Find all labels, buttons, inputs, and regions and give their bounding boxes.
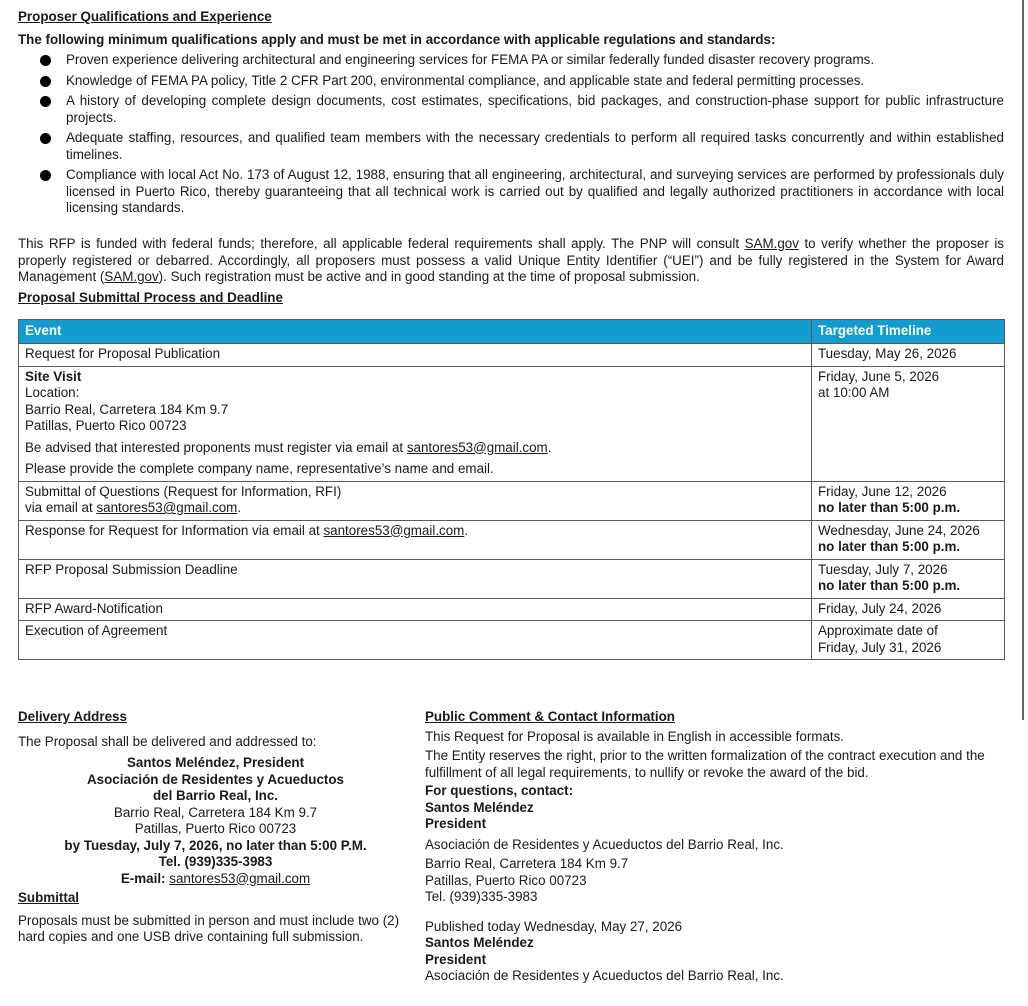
event-cell: Request for Proposal Publication [19,344,812,367]
table-row [19,520,1005,559]
funding-paragraph: This RFP is funded with federal funds; therefore, all applicable federal requirements shall apply. The PNP will consult SAM.gov to verify whether the proposer is properly registered or debarred. Accordingly, all proposers must possess a valid Unique Entity Identifier (“UEI”) and be fully registered in the System for Award Management (SAM.gov). Such registration must be active and in good standing at the time of proposal submission. [18,236,1004,284]
qualifications-section [18,9,1004,217]
bullet-icon [40,133,51,144]
date-cell: Wednesday, June 24, 2026 no later than 5:00 p.m. [812,520,1005,559]
email-link[interactable]: santores53@gmail.com [169,870,311,886]
qualifications-list [18,52,1004,217]
delivery-intro: The Proposal shall be delivered and addressed to: [18,733,317,749]
bullet-icon [40,76,51,87]
event-cell: RFP Proposal Submission Deadline [19,559,812,598]
date-cell: Friday, July 24, 2026 [812,598,1005,621]
date-cell: Friday, June 12, 2026 no later than 5:00 p.m. [812,481,1005,520]
qualifications-title: Proposer Qualifications and Experience [18,9,272,24]
bullet-icon [40,55,51,66]
qualifications-lead: The following minimum qualifications apply and must be met in accordance with applicable regulations and standards: [18,31,776,47]
list-item: Compliance with local Act No. 173 of August 12, 1988, ensuring that all engineering, architectural, and surveying services are performed by professionals duly licensed in Puerto Rico, thereby guaranteeing that all technical work is carried out by qualified and legally authorized practitioners in accordance with local licensing standards. [18,167,1004,217]
list-item: Adequate staffing, resources, and qualified team members with the necessary credentials to perform all required tasks concurrently and within established timelines. [18,130,1004,163]
event-cell: Execution of Agreement [19,621,812,660]
bullet-icon [40,170,51,181]
event-cell: Response for Request for Information via email at santores53@gmail.com. [19,520,812,559]
event-header: Event [19,320,812,344]
table-row [19,621,1005,660]
table-header-row [19,320,1005,344]
date-cell: Tuesday, May 26, 2026 [812,344,1005,367]
delivery-address-block: Santos Meléndez, President Asociación de Residentes y Acueductos del Barrio Real, Inc. Barrio Real, Carretera 184 Km 9.7 Patillas, Puerto Rico 00723 by Tuesday, July 7, 2026, no later than 5:00 P.M. Tel. (939)335-3983 E-mail: santores53@gmail.com [64,755,367,886]
list-item: Knowledge of FEMA PA policy, Title 2 CFR Part 200, environmental compliance, and applicable state and federal permitting processes. [18,73,1004,90]
email-link[interactable]: santores53@gmail.com [96,500,238,515]
submittal-title: Submittal [18,890,80,905]
delivery-section [18,709,413,946]
email-link[interactable]: santores53@gmail.com [406,439,548,455]
event-cell: RFP Award-Notification [19,598,812,621]
sam-gov-link-2[interactable]: SAM.gov [104,269,159,284]
timeline-table [18,319,1005,660]
contact-section: Public Comment & Contact Information This Request for Proposal is available in English in accessible formats. The Entity reserves the right, prior to the written formalization of the contract execution and the fulfillment of all legal requirements, to nullify or revoke the award of the bid. For questions, contact: Santos Meléndez President Asociación de Residentes y Acueductos del Barrio Real, Inc. Barrio Real, Carretera 184 Km 9.7 Patillas, Puerto Rico 00723 Tel. (939)335-3983 Published today Wednesday, May 27, 2026 Santos Meléndez President Asociación de Residentes y Acueductos del Barrio Real, Inc. [425,709,1005,985]
date-cell: Friday, June 5, 2026 at 10:00 AM [812,366,1005,481]
table-row [19,481,1005,520]
list-item: Proven experience delivering architectural and engineering services for FEMA PA or similar federally funded disaster recovery programs. [18,52,1004,69]
contact-title: Public Comment & Contact Information [425,709,675,724]
timeline-header: Targeted Timeline [812,320,1005,344]
process-title: Proposal Submittal Process and Deadline [18,290,283,305]
table-row [19,559,1005,598]
list-item: A history of developing complete design documents, cost estimates, specifications, bid packages, and construction-phase support for public infrastructure projects. [18,93,1004,126]
submittal-text: Proposals must be submitted in person and must include two (2) hard copies and one USB drive containing full submission. [18,912,400,944]
sam-gov-link[interactable]: SAM.gov [744,236,799,251]
table-row [19,598,1005,621]
bullet-icon [40,96,51,107]
delivery-title: Delivery Address [18,709,127,724]
event-cell: Site Visit Location: Barrio Real, Carretera 184 Km 9.7 Patillas, Puerto Rico 00723 Be advised that interested proponents must register via email at santores53@gmail.com. Please provide the complete company name, representative’s name and email. [19,366,812,481]
table-row [19,366,1005,481]
event-cell: Submittal of Questions (Request for Information, RFI) via email at santores53@gmail.com. [19,481,812,520]
right-margin-rule [1022,0,1024,720]
published-line: Published today Wednesday, May 27, 2026 [425,918,683,934]
date-cell: Tuesday, July 7, 2026 no later than 5:00 p.m. [812,559,1005,598]
date-cell: Approximate date of Friday, July 31, 2026 [812,621,1005,660]
email-link[interactable]: santores53@gmail.com [323,522,465,538]
table-row [19,344,1005,367]
